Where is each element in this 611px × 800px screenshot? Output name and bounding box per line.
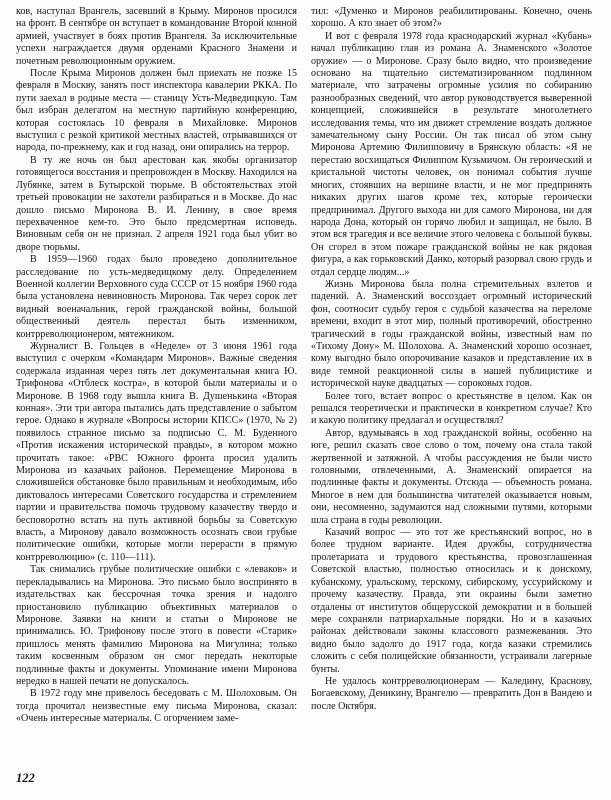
- paragraph: Автор, вдумываясь в ход гражданской войны, особенно на юге, решил сказать свое слово о том, почему она стала такой жертвенной и затяжной. А чтобы рассуждения не были чисто головными, отвлеченными, А. Знаменский опирается на подлинные факты и документы. Отсюда — объемность романа. Многое в нем для большинства читателей оказывается новым, они, несомненно, задумаются над сложными путями, которыми шла страна в годы революции.: [311, 427, 592, 526]
- paragraph: ков, наступал Врангель, засевший в Крыму. Миронов просился на фронт. В сентябре он вступает в командование Второй конной армией, участвует в боях против Врангеля. За исключительные успехи награждается двумя орденами Красного Знамени и почетным революционным оружием.: [16, 6, 297, 67]
- paragraph: В 1972 году мне привелось беседовать с М. Шолоховым. Он тогда прочитал неизвестные ему письма Миронова, сказал: «Очень интересные материалы. С огорчением заме-: [16, 688, 297, 725]
- left-column: [16, 6, 297, 726]
- paragraph: тил: «Думенко и Миронов реабилитированы. Конечно, очень хорошо. А кто знает об этом?»: [311, 6, 592, 30]
- paragraph: Казачий вопрос — это тот же крестьянский вопрос, но в более трудном варианте. Идея дружбы, сотрудничества пролетариата и трудового крестьянства, провозглашенная Советской властью, полностью относилась и к донскому, кубанскому, уральскому, терскому, сибирскому, уссурийскому и прочему казачеству. Правда, эти окраины были заметно отдалены от институтов общерусской демократии и в большей мере сохраняли патриархальные порядки. Но и в казачьих районах действовали законы классового размежевания. Это видно было задолго до 1917 года, когда казаки стремились сложить с себя полицейские обязанности, устраивали лагерные бунты.: [311, 527, 592, 675]
- paragraph: Жизнь Миронова была полна стремительных взлетов и падений. А. Знаменский воссоздает огромный исторический фон, соотносит судьбу героя с судьбой казачества на переломе времени, входит в этот мир, полный противоречий, обостренно трагический в годы гражданской войны, известный нам по «Тихому Дону» М. Шолохова. А. Знаменский хорошо осознает, кому выгодно было опорочивание казаков и представление их в виде темной реакционной силы в нашей публицистике и исторической науке двадцатых — сороковых годов.: [311, 278, 592, 390]
- right-column: [311, 6, 592, 713]
- paragraph: Не удалось контрреволюционерам — Каледину, Краснову, Богаевскому, Деникину, Врангелю — превратить Дон в Вандею и после Октября.: [311, 675, 592, 712]
- page-number: 122: [16, 771, 35, 785]
- paragraph: Журналист В. Гольцев в «Неделе» от 3 июня 1961 года выступил с очерком «Командарм Миронов». Важные сведения содержала изданная через пять лет документальная книга Ю. Трифонова «Отблеск костра», в которой были материалы и о Миронове. В 1968 году вышла книга В. Душенькина «Вторая конная». Эти три автора пытались дать представление о забытом герое. Однако в журнале «Вопросы истории КПСС» (1970, № 2) появилось странное письмо за подписью С. М. Буденного «Против искажения исторической правды», в котором можно прочитать такое: «РВС Южного фронта просил удалить Миронова из казачьих районов. Перемещение Миронова в сложившейся обстановке было правильным и необходимым, ибо диктовалось интересами Советского государства и стремлением партии и правительства помочь трудовому казачеству твердо и бесповоротно встать на путь активной борьбы за Советскую власть, а Миронову давало возможность осознать свои грубые политические ошибки, которые могли перерасти в прямую контрреволюцию» (с. 110—111).: [16, 340, 297, 563]
- paragraph: Более того, встает вопрос о крестьянстве в целом. Как он решался теоретически и практически в конкретном случае? Кто и какую политику предлагал и осуществлял?: [311, 390, 592, 427]
- paragraph: В 1959—1960 годах было проведено дополнительное расследование по усть-медведицкому делу. Определением Военной коллегии Верховного суда СССР от 15 ноября 1960 года была установлена невиновность Миронова. Так через сорок лет видный военачальник, герой гражданской войны, большой общественный деятель перестал быть изменником, контрреволюционером, мятежником.: [16, 254, 297, 340]
- paragraph: Так снимались грубые политические ошибки с «леваков» и перекладывались на Миронова. Это письмо было воспринято в издательствах как бессрочная точка зрения и надолго приостановило публикацию объективных материалов о Миронове. Заявки на книги и статьи о Миронове не принимались. Ю. Трифонову после этого в повести «Старик» пришлось менять фамилию Миронова на Мигулина; только таким косвенным образом он смог передать некоторые подлинные факты и документы. Упоминание имени Миронова нередко в нашей печати не допускалось.: [16, 564, 297, 687]
- paragraph: И вот с февраля 1978 года краснодарский журнал «Кубань» начал публикацию глав из романа А. Знаменского «Золотое оружие» — о Миронове. Сразу было видно, что произведение основано на тщательно систематизированном подлинном материале, что затрачены огромные усилия по собиранию разнообразных сведений, что автор руководствуется выверенной концепцией, сложившейся в результате многолетнего исследования темы, что им движет стремление воздать должное замечательному сыну России. Он так писал об этом сыну Миронова Артемию Филипповичу в Брянскую область: «Я не перестаю восхищаться Филиппом Кузьмичом. Он героический и кристальной чистоты человек, он понимал события лучше многих, стоявших на вершине власти, и не мог предпринять никаких других шагов кроме тех, которые героически предпринимал. Другого выхода ни для самого Миронова, ни для народа Дона, который он горячо любил и защищал, не было. В этом вся трагедия и все величие этого человека с большой буквы. Он сгорел в этом пожаре гражданской войны не как рядовая фигура, а как горьковский Данко, который разорвал свою грудь и отдал сердце людям...»: [311, 30, 592, 278]
- paragraph: После Крыма Миронов должен был приехать не позже 15 февраля в Москву, занять пост инспектора кавалерии РККА. По пути заехал в родные места — станицу Усть-Медведицкую. Там был избран делегатом на местную партийную конференцию, которая состоялась 10 февраля в Михайловке. Миронов выступил с резкой критикой местных властей, отрывавшихся от народа, по-прежнему, как и год назад, они опирались на террор.: [16, 68, 297, 154]
- paragraph: В ту же ночь он был арестован как якобы организатор готовящегося восстания и препровожден в Москву. Находился на Лубянке, затем в Бутырской тюрьме. В обстоятельствах этой третьей провокации не захотели разбираться и в Москве. До нас дошло письмо Миронова В. И. Ленину, в свое время перехваченное кем-то. Это было предсмертная исповедь. Виновным себя он не признал. 2 апреля 1921 года был убит во дворе тюрьмы.: [16, 154, 297, 253]
